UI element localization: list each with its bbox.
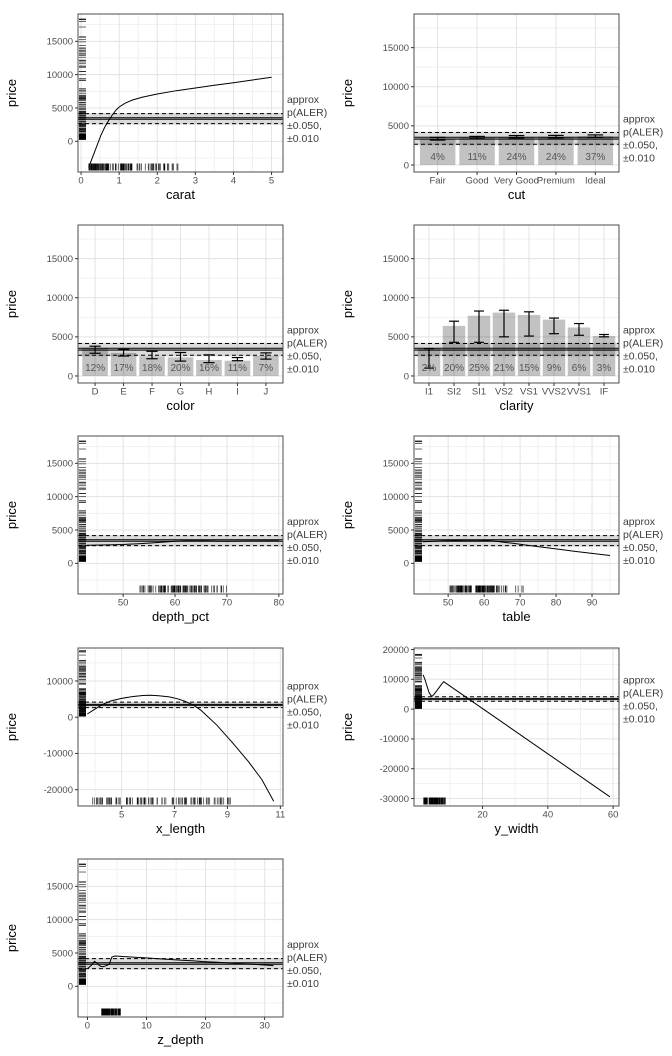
y-tick-label: 10000 xyxy=(46,914,74,926)
aler-annotation-line: approx xyxy=(622,325,656,337)
y-tick-label: -20000 xyxy=(379,763,410,775)
x-tick-label: SI2 xyxy=(446,386,462,398)
x-tick-label: VS1 xyxy=(520,386,538,398)
y-tick-label: 0 xyxy=(67,712,74,724)
bar-percent-label: 37% xyxy=(585,152,606,164)
plot-clarity xyxy=(336,211,672,422)
x-tick-label: 2 xyxy=(154,175,160,187)
x-tick-label: 70 xyxy=(514,597,526,609)
y-axis-title: price xyxy=(4,78,20,108)
y-tick-label: -10000 xyxy=(43,748,74,760)
aler-annotation-line: ±0.010 xyxy=(286,556,319,568)
plot-z_depth xyxy=(0,845,336,1056)
x-tick-label: 5 xyxy=(268,175,275,187)
aler-annotation-line: p(ALER) xyxy=(286,693,328,705)
bar-percent-label: 17% xyxy=(113,363,134,375)
plot-cell-depth_pct xyxy=(0,422,336,633)
plot-carat xyxy=(0,0,336,211)
x-tick-label: 20 xyxy=(477,809,488,821)
plot-table xyxy=(336,422,672,633)
rug-x xyxy=(102,1008,121,1015)
aler-annotation-line: approx xyxy=(622,517,656,529)
y-tick-label: 5000 xyxy=(387,121,410,133)
y-tick-label: 0 xyxy=(67,558,74,570)
plot-cell-table xyxy=(336,422,672,633)
panel-background xyxy=(78,648,283,806)
aler-annotation-line: p(ALER) xyxy=(286,107,328,119)
panel-background xyxy=(78,859,283,1017)
y-axis-title: price xyxy=(4,923,20,952)
x-tick-label: 50 xyxy=(117,597,129,609)
y-axis-title: price xyxy=(340,290,356,319)
plot-x_length xyxy=(0,634,336,845)
y-tick-label: 10000 xyxy=(46,675,74,687)
bar-percent-label: 4% xyxy=(430,152,445,164)
y-tick-label: 0 xyxy=(67,981,74,993)
aler-annotation-line: p(ALER) xyxy=(622,687,664,699)
plot-cell-x_length xyxy=(0,634,336,845)
x-axis-title: color xyxy=(166,398,195,414)
x-tick-label: 40 xyxy=(542,809,554,821)
bar-percent-label: 2% xyxy=(421,363,437,375)
y-tick-label: 10000 xyxy=(46,492,74,504)
y-axis-title: price xyxy=(340,501,356,530)
y-tick-label: 10000 xyxy=(46,69,74,81)
x-axis-title: carat xyxy=(166,186,195,202)
x-tick-label: 30 xyxy=(259,1020,270,1032)
aler-annotation-line: approx xyxy=(622,674,656,686)
y-tick-label: 15000 xyxy=(46,254,74,266)
x-tick-label: 60 xyxy=(478,597,490,609)
x-tick-label: VS2 xyxy=(495,386,513,398)
aler-annotation-line: ±0.010 xyxy=(622,713,655,725)
bar-percent-label: 11% xyxy=(227,363,248,375)
bar-percent-label: 20% xyxy=(170,363,191,375)
y-tick-label: -10000 xyxy=(379,733,410,745)
y-tick-label: 0 xyxy=(403,371,410,383)
rug-y xyxy=(79,650,86,715)
aler-annotation-line: ±0.050, xyxy=(286,706,322,718)
x-tick-label: 9 xyxy=(224,809,231,821)
y-axis-title: price xyxy=(340,712,356,741)
y-tick-label: 10000 xyxy=(382,293,410,305)
bar-percent-label: 24% xyxy=(506,152,527,164)
aler-annotation-line: ±0.050, xyxy=(622,140,658,152)
y-tick-label: 0 xyxy=(403,703,410,715)
plot-cell-clarity xyxy=(336,211,672,422)
aler-annotation-line: p(ALER) xyxy=(286,530,328,542)
bar-percent-label: 18% xyxy=(142,363,163,375)
x-tick-label: 60 xyxy=(607,809,619,821)
x-tick-label: Very Good xyxy=(494,175,539,187)
aler-annotation-line: ±0.050, xyxy=(286,965,322,977)
x-tick-label: IF xyxy=(599,386,609,398)
x-tick-label: 80 xyxy=(550,597,562,609)
x-tick-label: I1 xyxy=(425,386,433,398)
bar-percent-label: 3% xyxy=(596,363,612,375)
plot-cell-z_depth xyxy=(0,845,336,1056)
x-tick-label: 10 xyxy=(141,1020,152,1032)
plot-color xyxy=(0,211,336,422)
rug-x xyxy=(140,586,227,593)
aler-annotation-line: approx xyxy=(286,939,320,951)
y-tick-label: 15000 xyxy=(46,36,74,48)
x-tick-label: 90 xyxy=(586,597,598,609)
x-tick-label: I xyxy=(236,386,239,398)
y-tick-label: 0 xyxy=(67,371,74,383)
x-tick-label: Ideal xyxy=(585,175,606,187)
y-tick-label: 20000 xyxy=(382,644,410,656)
x-tick-label: E xyxy=(120,386,127,398)
empty-cell xyxy=(336,845,672,1056)
x-tick-label: SI1 xyxy=(471,386,487,398)
y-tick-label: 10000 xyxy=(382,674,410,686)
bar-percent-label: 12% xyxy=(85,363,106,375)
aler-annotation-line: ±0.010 xyxy=(622,153,655,165)
aler-annotation-line: p(ALER) xyxy=(286,952,328,964)
x-tick-label: Good xyxy=(465,175,489,187)
x-axis-title: y_width xyxy=(494,820,539,836)
x-tick-label: 50 xyxy=(442,597,454,609)
aler-annotation-line: ±0.010 xyxy=(286,978,319,990)
aler-annotation-line: ±0.010 xyxy=(622,556,655,568)
bar-percent-label: 21% xyxy=(494,363,514,375)
plot-cell-color xyxy=(0,211,336,422)
x-tick-label: Fair xyxy=(429,175,446,187)
x-axis-title: depth_pct xyxy=(151,609,210,625)
plot-cell-carat xyxy=(0,0,336,211)
aler-annotation-line: p(ALER) xyxy=(622,127,664,139)
x-tick-label: 80 xyxy=(273,597,285,609)
plot-y_width xyxy=(336,634,672,845)
y-tick-label: 0 xyxy=(403,558,410,570)
aler-annotation-line: approx xyxy=(286,325,320,337)
y-axis-title: price xyxy=(4,501,20,530)
x-axis-title: clarity xyxy=(499,398,534,414)
x-tick-label: D xyxy=(91,386,99,398)
y-tick-label: 5000 xyxy=(51,948,74,960)
y-tick-label: 15000 xyxy=(382,254,410,266)
rug-x xyxy=(424,797,446,804)
x-tick-label: 0 xyxy=(78,175,84,187)
aler-annotation-line: ±0.050, xyxy=(286,351,322,363)
x-tick-label: H xyxy=(205,386,213,398)
y-tick-label: 10000 xyxy=(382,492,410,504)
y-tick-label: 5000 xyxy=(51,525,74,537)
x-axis-title: x_length xyxy=(155,820,206,836)
y-tick-label: -20000 xyxy=(43,784,74,796)
x-axis-title: z_depth xyxy=(157,1031,204,1047)
y-tick-label: 15000 xyxy=(46,459,74,471)
y-tick-label: 5000 xyxy=(51,103,74,115)
y-tick-label: 5000 xyxy=(51,332,74,344)
aler-annotation-line: approx xyxy=(622,114,656,126)
bar-percent-label: 6% xyxy=(571,363,587,375)
bar-percent-label: 20% xyxy=(444,363,464,375)
bar-percent-label: 24% xyxy=(545,152,566,164)
bar-percent-label: 11% xyxy=(467,152,487,164)
x-axis-title: cut xyxy=(507,186,526,202)
y-tick-label: 10000 xyxy=(382,82,410,94)
x-tick-label: 1 xyxy=(116,175,122,187)
aler-annotation-line: p(ALER) xyxy=(286,338,328,350)
x-tick-label: 70 xyxy=(221,597,233,609)
x-axis-title: table xyxy=(502,609,531,625)
aler-annotation-line: ±0.010 xyxy=(286,133,319,145)
y-tick-label: 5000 xyxy=(387,525,410,537)
y-axis-title: price xyxy=(4,290,20,319)
x-tick-label: Premium xyxy=(536,175,575,187)
aler-annotation-line: ±0.010 xyxy=(622,364,655,376)
panel-background xyxy=(414,436,619,594)
plot-cut xyxy=(336,0,672,211)
x-tick-label: 3 xyxy=(192,175,198,187)
x-tick-label: G xyxy=(176,386,185,398)
bar-percent-label: 9% xyxy=(546,363,562,375)
aler-annotation-line: ±0.010 xyxy=(286,364,319,376)
x-tick-label: 20 xyxy=(200,1020,211,1032)
aler-annotation-line: approx xyxy=(286,94,320,106)
bar-percent-label: 16% xyxy=(198,363,219,375)
aler-annotation-line: ±0.050, xyxy=(622,700,658,712)
y-tick-label: 5000 xyxy=(387,332,410,344)
aler-annotation-line: ±0.050, xyxy=(286,120,322,132)
aler-annotation-line: p(ALER) xyxy=(622,338,664,350)
aler-annotation-line: ±0.050, xyxy=(622,351,658,363)
x-tick-label: VVS2 xyxy=(541,386,567,398)
x-tick-label: J xyxy=(263,386,269,398)
plot-depth_pct xyxy=(0,422,336,633)
x-tick-label: 4 xyxy=(230,175,237,187)
y-tick-label: -30000 xyxy=(379,793,410,805)
y-tick-label: 10000 xyxy=(46,293,74,305)
x-tick-label: VVS1 xyxy=(566,386,592,398)
bar-percent-label: 25% xyxy=(469,363,489,375)
aler-annotation-line: approx xyxy=(286,680,320,692)
aler-annotation-line: ±0.050, xyxy=(622,543,658,555)
x-tick-label: 0 xyxy=(84,1020,91,1032)
y-tick-label: 0 xyxy=(403,160,410,172)
x-tick-label: 11 xyxy=(275,809,286,821)
x-tick-label: 5 xyxy=(119,809,125,821)
aler-annotation-line: ±0.050, xyxy=(286,543,322,555)
y-tick-label: 15000 xyxy=(382,459,410,471)
plot-cell-y_width xyxy=(336,634,672,845)
bar-percent-label: 15% xyxy=(519,363,539,375)
aler-annotation-line: ±0.010 xyxy=(286,719,319,731)
plot-cell-cut xyxy=(336,0,672,211)
aler-annotation-line: p(ALER) xyxy=(622,530,664,542)
panel-background xyxy=(78,436,283,594)
y-tick-label: 0 xyxy=(67,136,74,148)
x-tick-label: 7 xyxy=(171,809,178,821)
rug-y xyxy=(415,654,422,708)
y-axis-title: price xyxy=(4,712,20,741)
x-tick-label: F xyxy=(149,386,155,398)
y-tick-label: 15000 xyxy=(382,42,410,54)
bar-percent-label: 7% xyxy=(258,363,274,375)
y-tick-label: 15000 xyxy=(46,881,74,893)
x-tick-label: 60 xyxy=(169,597,181,609)
y-axis-title: price xyxy=(340,78,356,108)
aler-annotation-line: approx xyxy=(286,517,320,529)
